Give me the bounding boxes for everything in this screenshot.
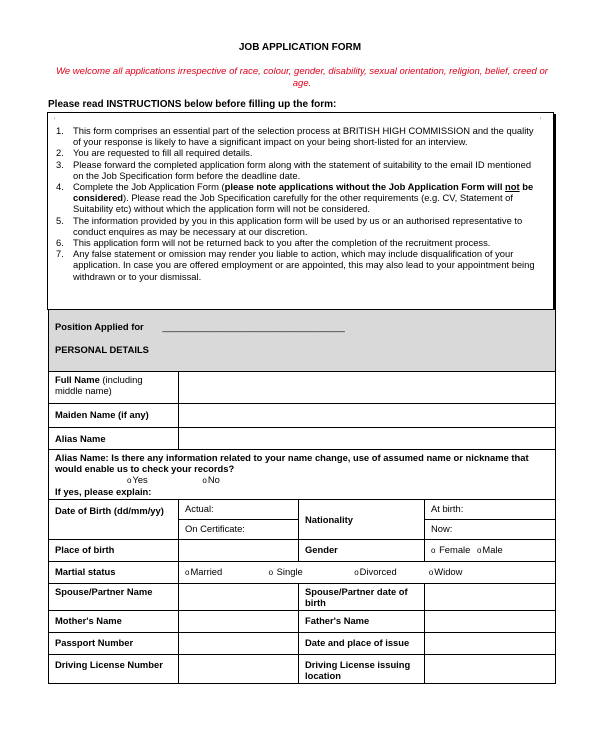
instruction-item: 6. This application form will not be returned back to you after the completion of the recruitment process.	[56, 237, 491, 249]
spouse-name-input[interactable]	[179, 584, 299, 611]
passport-number-input[interactable]	[179, 633, 299, 655]
nationality-birth-input[interactable]: At birth:	[425, 500, 556, 520]
instruction-item: 1. This form comprises an essential part of the selection process at BRITISH HIGH COMMISSION and the quality of your response is likely to have a significant impact on your being short-listed for an interview.	[56, 125, 534, 148]
mother-name-label: Mother's Name	[49, 611, 179, 633]
position-label: Position Applied for	[55, 321, 144, 332]
nationality-label: Nationality	[299, 500, 425, 540]
welcome-notice: We welcome all applications irrespective of race, colour, gender, disability, sexual orientation, religion, belief, creed or age.	[56, 66, 548, 89]
spouse-dob-label: Spouse/Partner date of birth	[299, 584, 425, 611]
married-radio[interactable]: oMarried	[185, 566, 223, 577]
passport-issue-input[interactable]	[425, 633, 556, 655]
instructions-list	[56, 125, 542, 282]
maiden-name-input[interactable]	[179, 404, 556, 428]
no-radio[interactable]: oNo	[202, 474, 220, 485]
place-of-birth-input[interactable]	[179, 540, 299, 562]
place-of-birth-label: Place of birth	[49, 540, 179, 562]
radio-icon: o	[185, 568, 190, 577]
if-yes-label: If yes, please explain:	[55, 486, 152, 497]
gender-label: Gender	[299, 540, 425, 562]
dob-certificate-input[interactable]: On Certificate:	[179, 520, 299, 540]
position-section	[49, 310, 556, 372]
passport-number-label: Passport Number	[49, 633, 179, 655]
position-input[interactable]: ___________________________________	[162, 321, 345, 332]
spouse-dob-input[interactable]	[425, 584, 556, 611]
spouse-name-label: Spouse/Partner Name	[49, 584, 179, 611]
instruction-item: 7. Any false statement or omission may render you liable to action, which may include disqualification of your application. In case you are offered employment or are appointed, this may also lead to your appointment being withdrawn or to your dismissal.	[56, 248, 535, 282]
radio-icon: o	[428, 568, 434, 577]
instruction-item: 4. Complete the Job Application Form (please note applications without the Job Application Form will not be considered). Please read the Job Specification carefully for the other requirements (e.g. CV, Statement of Suitability etc) without which the application form will not be considered.	[56, 181, 534, 215]
alias-radio-group	[55, 474, 549, 486]
alias-name-label: Alias Name	[49, 428, 179, 450]
corner-mark: '	[540, 118, 542, 124]
yes-radio[interactable]: oYes	[127, 474, 148, 485]
corner-mark: '	[54, 118, 56, 124]
male-radio[interactable]: oMale	[476, 544, 503, 555]
application-form-table	[48, 309, 556, 684]
single-radio[interactable]: o Single	[268, 566, 303, 577]
maiden-name-label: Maiden Name (if any)	[49, 404, 179, 428]
dob-actual-input[interactable]: Actual:	[179, 500, 299, 520]
radio-icon: o	[431, 546, 436, 555]
instruction-item: 5. The information provided by you in this application form will be used by us or an authorised representative to conduct enquires as may be necessary at our discretion.	[56, 214, 523, 237]
instruction-item: 2. You are requested to fill all required details.	[56, 147, 253, 159]
driving-license-input[interactable]	[179, 655, 299, 684]
radio-icon: o	[268, 568, 274, 577]
mother-name-input[interactable]	[179, 611, 299, 633]
marital-status-label: Martial status	[49, 562, 179, 584]
radio-icon: o	[202, 476, 207, 485]
radio-icon: o	[476, 546, 482, 555]
alias-name-input[interactable]	[179, 428, 556, 450]
driving-license-label: Driving License Number	[49, 655, 179, 684]
passport-issue-label: Date and place of issue	[299, 633, 425, 655]
widow-radio[interactable]: oWidow	[428, 566, 463, 577]
female-radio[interactable]: o Female	[431, 544, 471, 555]
instruction-item: 3. Please forward the completed application form along with the statement of suitability to the email ID mentioned on the Job Specification form before the deadline date.	[56, 158, 532, 181]
alias-question-cell	[49, 450, 556, 500]
father-name-label: Father's Name	[299, 611, 425, 633]
form-title: JOB APPLICATION FORM	[238, 42, 362, 53]
nationality-now-input[interactable]: Now:	[425, 520, 556, 540]
instructions-heading: Please read INSTRUCTIONS below before filling up the form:	[48, 99, 337, 110]
full-name-input[interactable]	[179, 372, 556, 404]
driving-issue-input[interactable]	[425, 655, 556, 684]
marital-radio-group	[179, 562, 556, 584]
dob-label: Date of Birth (dd/mm/yy)	[49, 500, 179, 540]
radio-icon: o	[127, 476, 132, 485]
driving-issue-label: Driving License issuing location	[299, 655, 425, 684]
personal-details-heading: PERSONAL DETAILS	[55, 344, 149, 355]
radio-icon: o	[354, 568, 359, 577]
alias-question: Alias Name: Is there any information related to your name change, use of assumed name or nickname that would enable us to check your records?	[55, 452, 529, 474]
divorced-radio[interactable]: oDivorced	[354, 566, 397, 577]
father-name-input[interactable]	[425, 611, 556, 633]
full-name-label-cell: Full Name (including middle name)	[49, 372, 179, 404]
gender-radio-group	[425, 540, 556, 562]
